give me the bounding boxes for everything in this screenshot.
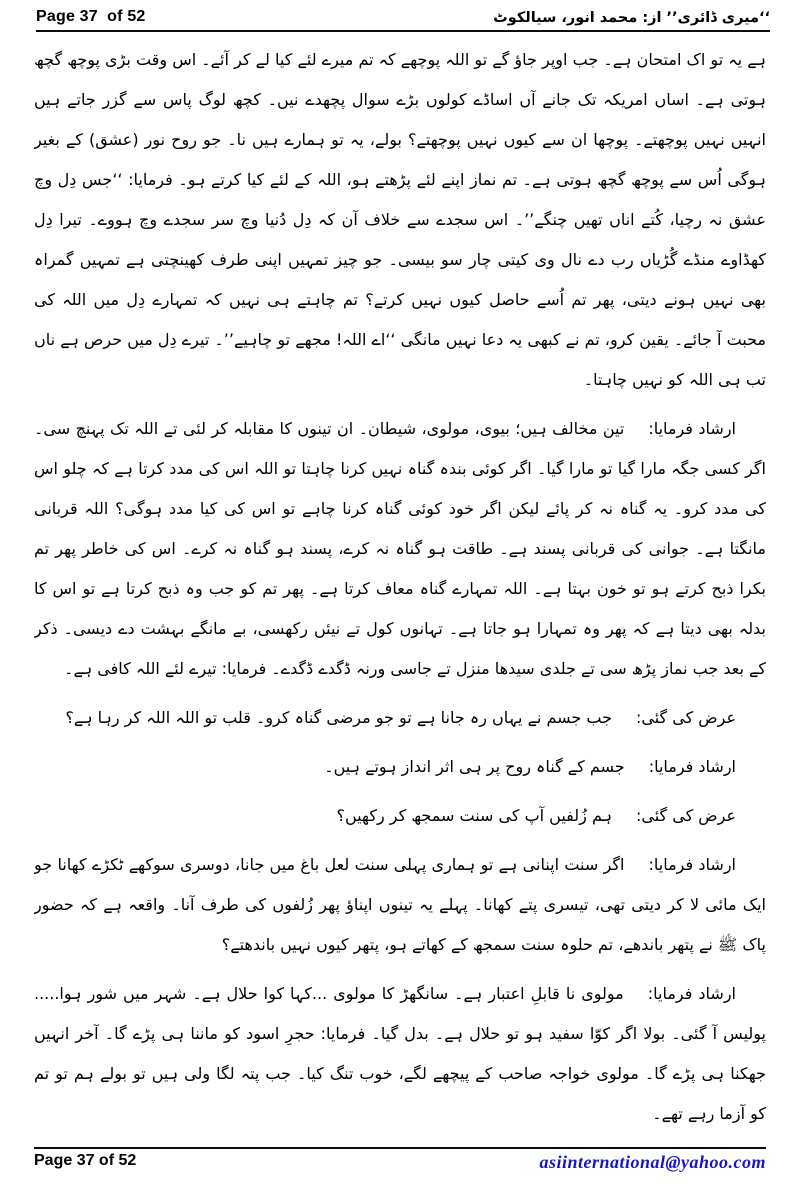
paragraph-text: جب جسم نے یہاں رہ جانا ہے تو جو مرضی گناہ کرو۔ قلب تو اللہ اللہ کر رہا ہے؟: [65, 708, 612, 727]
speech-label: ارشاد فرمایا:: [647, 984, 736, 1003]
speech-label: عرض کی گئی:: [635, 806, 736, 825]
footer-rule: [34, 1147, 766, 1149]
paragraph-text: تین مخالف ہیں؛ بیوی، مولوی، شیطان۔ ان تینوں کا مقابلہ کر لئی تے اللہ تک پہنچ سی۔ اگر کسی جگہ مارا گیا تو مارا گیا۔ اگر کوئی بندہ گناہ نہیں کرنا چاہتا تو اللہ اس کی مدد کرتا ہے کہ چلو اس کی مدد کرو۔ یہ گناہ نہ کر پائے لیکن اگر خود کوئی گناہ کرنا چاہے تو اس کی کیا مدد ہوگی؟ اللہ قربانی مانگتا ہے۔ جوانی کی قربانی پسند ہے۔ طاقت ہو گناہ نہ کرے، پسند ہو گناہ نہ کرے۔ اس کی خاطر پھر تم بکرا ذبح کرتے ہو تو خون بہتا ہے۔ اللہ تمہارے گناہ معاف کرتا ہے۔ پھر تم کو جب وہ ذبح کرتا ہے تو اس کا بدلہ بھی دیتا ہے کہ پھر وہ تمہارا ہو جاتا ہے۔ تہانوں کول تے نیئں رکھسی، بے مانگے بہشت دے دیسی۔ ذکر کے بعد جب نماز پڑھ سی تے جلدی سیدھا منزل تے جاسی ورنہ ڈگدے ڈگدے۔ فرمایا: تیرے لئے اللہ کافی ہے۔: [34, 419, 766, 678]
paragraph-text: ہم زُلفیں آپ کی سنت سمجھ کر رکھیں؟: [336, 806, 612, 825]
paragraph-text: ہے یہ تو اک امتحان ہے۔ جب اوپر جاؤ گے تو اللہ پوچھے کہ تم میرے لئے کیا لے کر آئے۔ اس وقت بڑی پوچھ گچھ ہوتی ہے۔ اساں امریکہ تک جانے آں اساڈے کولوں بڑے سوال پچھدے نیں۔ کچھ لوگ پاس سے گزر جاتے ہیں انہیں نہیں پوچھتے۔ پوچھا ان سے کیوں نہیں پوچھتے؟ بولے، یہ تو ہمارے ہیں نا۔ جو روح نور (عشق) کے بغیر ہوگی اُس سے پوچھ گچھ ہوتی ہے۔ تم نماز اپنے لئے پڑھتے ہو، اللہ کے لئے کیا کرتے ہو۔ فرمایا: ‘‘جس دِل وچ عشق نہ رچیا، کُتے اناں تھیں چنگے’’۔ اس سجدے سے خلاف آن کہ دِل دُنیا وچ سر سجدے وچ ہووے۔ تیرا دِل کھڈاوے منڈے گُڑیاں رب دے نال وی کیتی چار سو بیسی۔ جو چیز تمہیں اپنی طرف کھینچتی ہے تمہیں گمراہ بھی نہیں ہونے دیتی، پھر تم اُسے حاصل کیوں نہیں کرتے؟ تم چاہتے ہی نہیں کہ تمہارے دِل میں اللہ کی محبت آ جائے۔ یقین کرو، تم نے کبھی یہ دعا نہیں مانگی ‘‘اے اللہ! مجھے تو چاہیے’’۔ تیرے دِل میں حرص ہے ناں تب ہی اللہ کو نہیں چاہتا۔: [34, 50, 766, 389]
paragraph: [34, 845, 766, 965]
body-text: [34, 40, 766, 1128]
footer-row: [34, 1152, 766, 1173]
footer-page-number: Page 37 of 52: [34, 1152, 137, 1169]
page-footer: [34, 1143, 766, 1173]
paragraph: [34, 747, 766, 787]
paragraph: [34, 796, 766, 836]
header-page-number: Page 37 of 52: [36, 8, 146, 25]
speech-label: ارشاد فرمایا:: [648, 419, 736, 438]
paragraph: [34, 974, 766, 1128]
speech-label: ارشاد فرمایا:: [648, 757, 736, 776]
header-rule: [36, 30, 770, 32]
page-header: [0, 0, 800, 32]
footer-email-link[interactable]: asiinternational@yahoo.com: [539, 1152, 766, 1172]
document-title: ‘‘میری ڈائری’’ از: محمد انور، سیالکوٹ: [493, 10, 770, 26]
speech-label: عرض کی گئی:: [635, 708, 736, 727]
paragraph: [34, 409, 766, 689]
paragraph-text: اگر سنت اپنانی ہے تو ہماری پہلی سنت لعل باغ میں جانا، دوسری سوکھے ٹکڑے کھانا جو ایک مائی لا کر دیتی تھی، تیسری پتے کھانا۔ پہلے یہ تینوں اپناؤ پھر زُلفوں کی طرف آنا۔ واقعہ ہے کہ حضور پاک ﷺ نے پتھر باندھے، تم حلوہ سنت سمجھ کے کھاتے ہو، پتھر کیوں نہیں باندھتے؟: [34, 855, 766, 954]
paragraph-text: مولوی نا قابلِ اعتبار ہے۔ سانگھڑ کا مولوی ...کہا کوا حلال ہے۔ شہر میں شور ہوا..... پولیس آ گئی۔ بولا اگر کوّا سفید ہو تو حلال ہے۔ بدل گیا۔ فرمایا: حجرِ اسود کو ماننا ہی پڑے گا۔ آخر انہیں جھکنا ہی پڑے گا۔ مولوی خواجہ صاحب کے پیچھے لگے، خوب تنگ کیا۔ جب پتہ لگا ولی ہیں تو بولے ہم تو تم کو آزما رہے تھے۔: [34, 984, 766, 1123]
paragraph: [34, 698, 766, 738]
paragraph-text: جسم کے گناہ روح پر ہی اثر انداز ہوتے ہیں۔: [324, 757, 625, 776]
header-row: [36, 8, 770, 26]
paragraph: [34, 40, 766, 400]
speech-label: ارشاد فرمایا:: [648, 855, 736, 874]
